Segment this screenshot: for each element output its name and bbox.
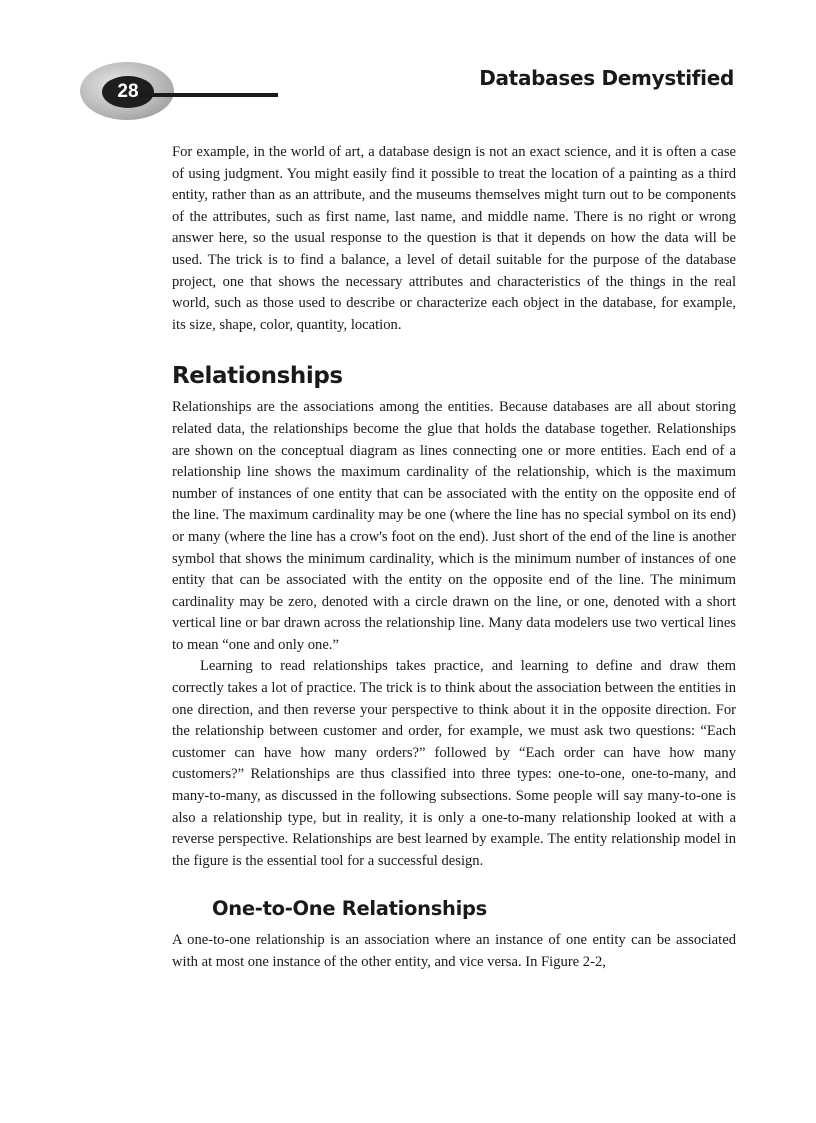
- running-title: Databases Demystified: [479, 66, 734, 90]
- page-number-badge: [80, 62, 174, 120]
- page-number: 28: [117, 81, 139, 102]
- section-heading: Relationships: [172, 363, 343, 390]
- subsection-heading: One-to-One Relationships: [212, 897, 487, 921]
- header-rule: [140, 93, 278, 97]
- relationships-paragraph-2: Learning to read relationships takes practice, and learning to define and draw them correctly takes a lot of practice. The trick is to think about the association between the entities in one direction, and then reverse your perspective to think about it in the opposite direction. For the relationship between customer and order, for example, we must ask two questions: “Each customer can have how many orders?” followed by “Each order can have how many customers?” Relationships are thus classified into three types: one-to-one, one-to-many, and many-to-many, as discussed in the following subsections. Some people will say many-to-one is also a relationship type, but in reality, it is only a one-to-many relationship looked at with a reverse perspective. Relationships are best learned by example. The entity relationship model in the figure is the essential tool for a successful design.: [172, 658, 736, 869]
- one-to-one-paragraph: A one-to-one relationship is an association where an instance of one entity can be associated with at most one instance of the other entity, and vice versa. In Figure 2-2,: [172, 932, 736, 970]
- relationships-paragraph-1: Relationships are the associations among the entities. Because databases are all about storing related data, the relationships become the glue that holds the database together. Relationships are shown on the conceptual diagram as lines connecting one or more entities. Each end of a relationship line shows the maximum cardinality of the relationship, which is the maximum number of instances of one entity that can be associated with the entity on the opposite end of the line. The maximum cardinality may be one (where the line has no special symbol on its end) or many (where the line has a crow's foot on the end). Just short of the end of the line is another symbol that shows the minimum cardinality, which is the minimum number of instances of one entity that can be associated with the entity on the opposite end of the line. The minimum cardinality may be zero, denoted with a circle drawn on the line, or one, denoted with a short vertical line or bar drawn across the relationship line. Many data modelers use two vertical lines to mean “one and only one.”: [172, 399, 736, 653]
- page-body: [172, 142, 736, 974]
- intro-paragraph: For example, in the world of art, a database design is not an exact science, and it is often a case of using judgment. You might easily find it possible to treat the location of a painting as a third entity, rather than as an attribute, and the museums themselves might turn out to be components of the attributes, such as first name, last name, and middle name. There is no right or wrong answer here, so the usual response to the question is that it depends on how the data will be used. The trick is to find a balance, a level of detail suitable for the purpose of the database project, one that shows the necessary attributes and characteristics of the things in the real world, such as those used to describe or characterize each object in the database, for example, its size, shape, color, quantity, location.: [172, 144, 736, 333]
